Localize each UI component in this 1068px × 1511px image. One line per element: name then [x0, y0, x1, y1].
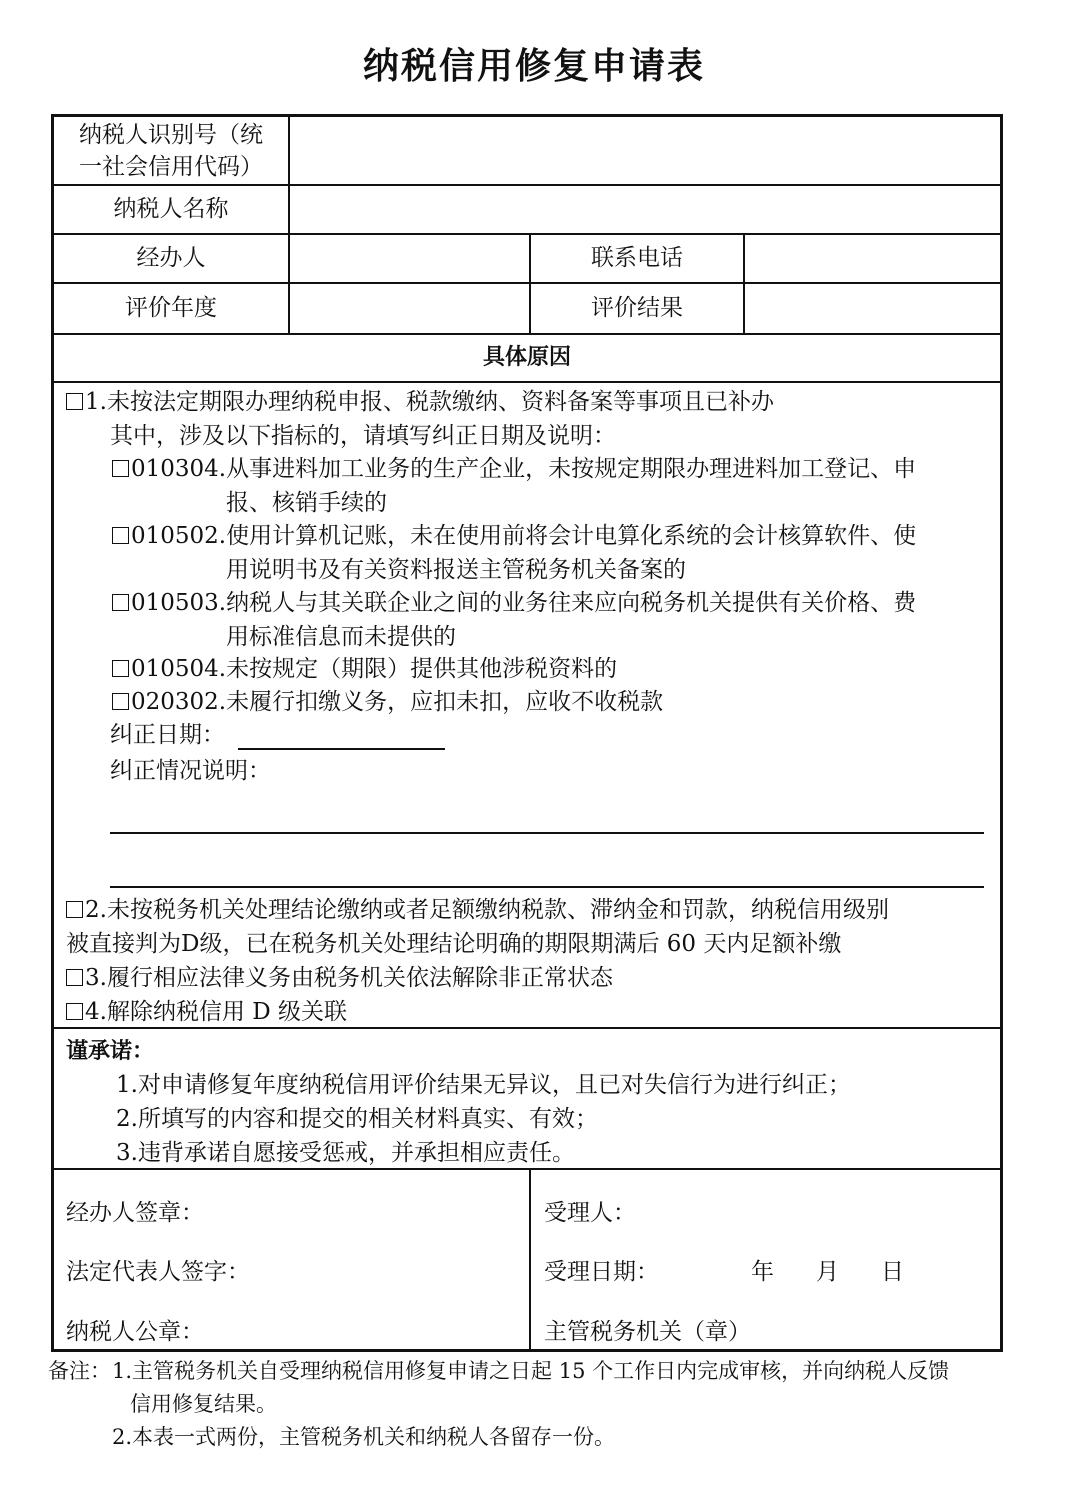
eval-year-field[interactable] [290, 284, 529, 333]
indicator-code: 010304. [131, 456, 227, 482]
accept-date-label: 受理日期： [544, 1259, 659, 1285]
note-1: 1.主管税务机关自受理纳税信用修复申请之日起 15 个工作日内完成审核，并向纳税人反馈 [112, 1359, 950, 1383]
checkbox-indicator[interactable] [112, 527, 129, 544]
handler-field[interactable] [290, 235, 529, 282]
phone-label: 联系电话 [591, 245, 683, 271]
indicator-text-cont: 报、核销手续的 [226, 490, 387, 516]
indicator-code: 010503. [131, 590, 227, 616]
indicator-010502[interactable] [112, 519, 916, 553]
eval-result-label: 评价结果 [591, 295, 683, 321]
form-title: 纳税信用修复申请表 [362, 46, 705, 87]
reason-item-1[interactable]: 1.未按法定期限办理纳税申报、税款缴纳、资料备案等事项且已补办 [66, 385, 774, 419]
correction-desc-line-1[interactable] [110, 832, 984, 834]
specific-reasons-heading: 具体原因 [482, 345, 571, 370]
checkbox-indicator[interactable] [112, 660, 129, 677]
correction-desc-label: 纠正情况说明： [110, 758, 271, 784]
indicator-010304[interactable] [112, 452, 916, 486]
indicator-text: 未履行扣缴义务，应扣未扣，应收不收税款 [226, 689, 664, 715]
commitment-item-1: 1.对申请修复年度纳税信用评价结果无异议，且已对失信行为进行纠正； [116, 1072, 851, 1098]
notes-label: 备注： [48, 1359, 111, 1383]
note-1-cont: 信用修复结果。 [130, 1392, 277, 1416]
checkbox-reason-3[interactable] [66, 969, 83, 986]
checkbox-indicator[interactable] [112, 594, 129, 611]
taxpayer-seal-label: 纳税人公章： [66, 1319, 204, 1345]
tax-authority-seal-label: 主管税务机关（章） [544, 1319, 751, 1345]
accept-date-day: 日 [881, 1259, 904, 1285]
indicator-text-cont: 用说明书及有关资料报送主管税务机关备案的 [226, 557, 686, 583]
accept-date-month: 月 [816, 1259, 839, 1285]
application-form-table [51, 114, 1003, 1352]
indicator-code: 010502. [131, 523, 227, 549]
taxpayer-id-label: 纳税人识别号（统 一社会信用代码） [79, 122, 263, 180]
indicator-code: 010504. [131, 656, 227, 682]
correction-desc-line-2[interactable] [110, 886, 984, 888]
eval-year-label: 评价年度 [125, 295, 217, 321]
checkbox-reason-4[interactable] [66, 1003, 83, 1020]
legal-rep-signature-label: 法定代表人签字： [66, 1259, 250, 1285]
reason-item-4[interactable]: 4.解除纳税信用 D 级关联 [66, 995, 347, 1029]
indicator-text-cont: 用标准信息而未提供的 [226, 624, 456, 650]
correction-date-field[interactable] [238, 748, 445, 750]
accept-date-year: 年 [751, 1259, 774, 1285]
eval-result-field[interactable] [745, 284, 1000, 333]
reason-item-1-sub: 其中，涉及以下指标的，请填写纠正日期及说明： [110, 423, 616, 449]
checkbox-reason-1[interactable] [66, 393, 83, 410]
reason-item-3[interactable]: 3.履行相应法律义务由税务机关依法解除非正常状态 [66, 961, 613, 995]
commitment-item-2: 2.所填写的内容和提交的相关材料真实、有效； [116, 1106, 598, 1132]
note-2: 2.本表一式两份，主管税务机关和纳税人各留存一份。 [112, 1425, 616, 1449]
commitment-item-3: 3.违背承诺自愿接受惩戒，并承担相应责任。 [116, 1140, 575, 1166]
indicator-text: 使用计算机记账，未在使用前将会计电算化系统的会计核算软件、使 [226, 523, 917, 549]
indicator-020302[interactable] [112, 685, 663, 719]
indicator-code: 020302. [131, 689, 227, 715]
indicator-text: 未按规定（期限）提供其他涉税资料的 [226, 656, 618, 682]
indicator-text: 纳税人与其关联企业之间的业务往来应向税务机关提供有关价格、费 [226, 590, 917, 616]
indicator-010504[interactable] [112, 652, 617, 686]
checkbox-indicator[interactable] [112, 460, 129, 477]
checkbox-indicator[interactable] [112, 693, 129, 710]
handler-label: 经办人 [136, 245, 206, 271]
handler-signature-label: 经办人签章： [66, 1200, 204, 1226]
correction-date-label: 纠正日期： [110, 722, 225, 748]
commitment-heading: 谨承诺： [66, 1039, 155, 1064]
acceptor-label: 受理人： [544, 1200, 636, 1226]
reason-item-2[interactable]: 2.未按税务机关处理结论缴纳或者足额缴纳税款、滞纳金和罚款，纳税信用级别 [66, 893, 889, 927]
taxpayer-id-field[interactable] [290, 117, 1000, 184]
phone-field[interactable] [745, 235, 1000, 282]
indicator-010503[interactable] [112, 586, 916, 620]
checkbox-reason-2[interactable] [66, 901, 83, 918]
indicator-text: 从事进料加工业务的生产企业，未按规定期限办理进料加工登记、申 [226, 456, 917, 482]
taxpayer-name-field[interactable] [290, 186, 1000, 233]
reason-item-2-cont: 被直接判为D级，已在税务机关处理结论明确的期限期满后 60 天内足额补缴 [66, 931, 842, 957]
taxpayer-name-label: 纳税人名称 [113, 196, 229, 222]
